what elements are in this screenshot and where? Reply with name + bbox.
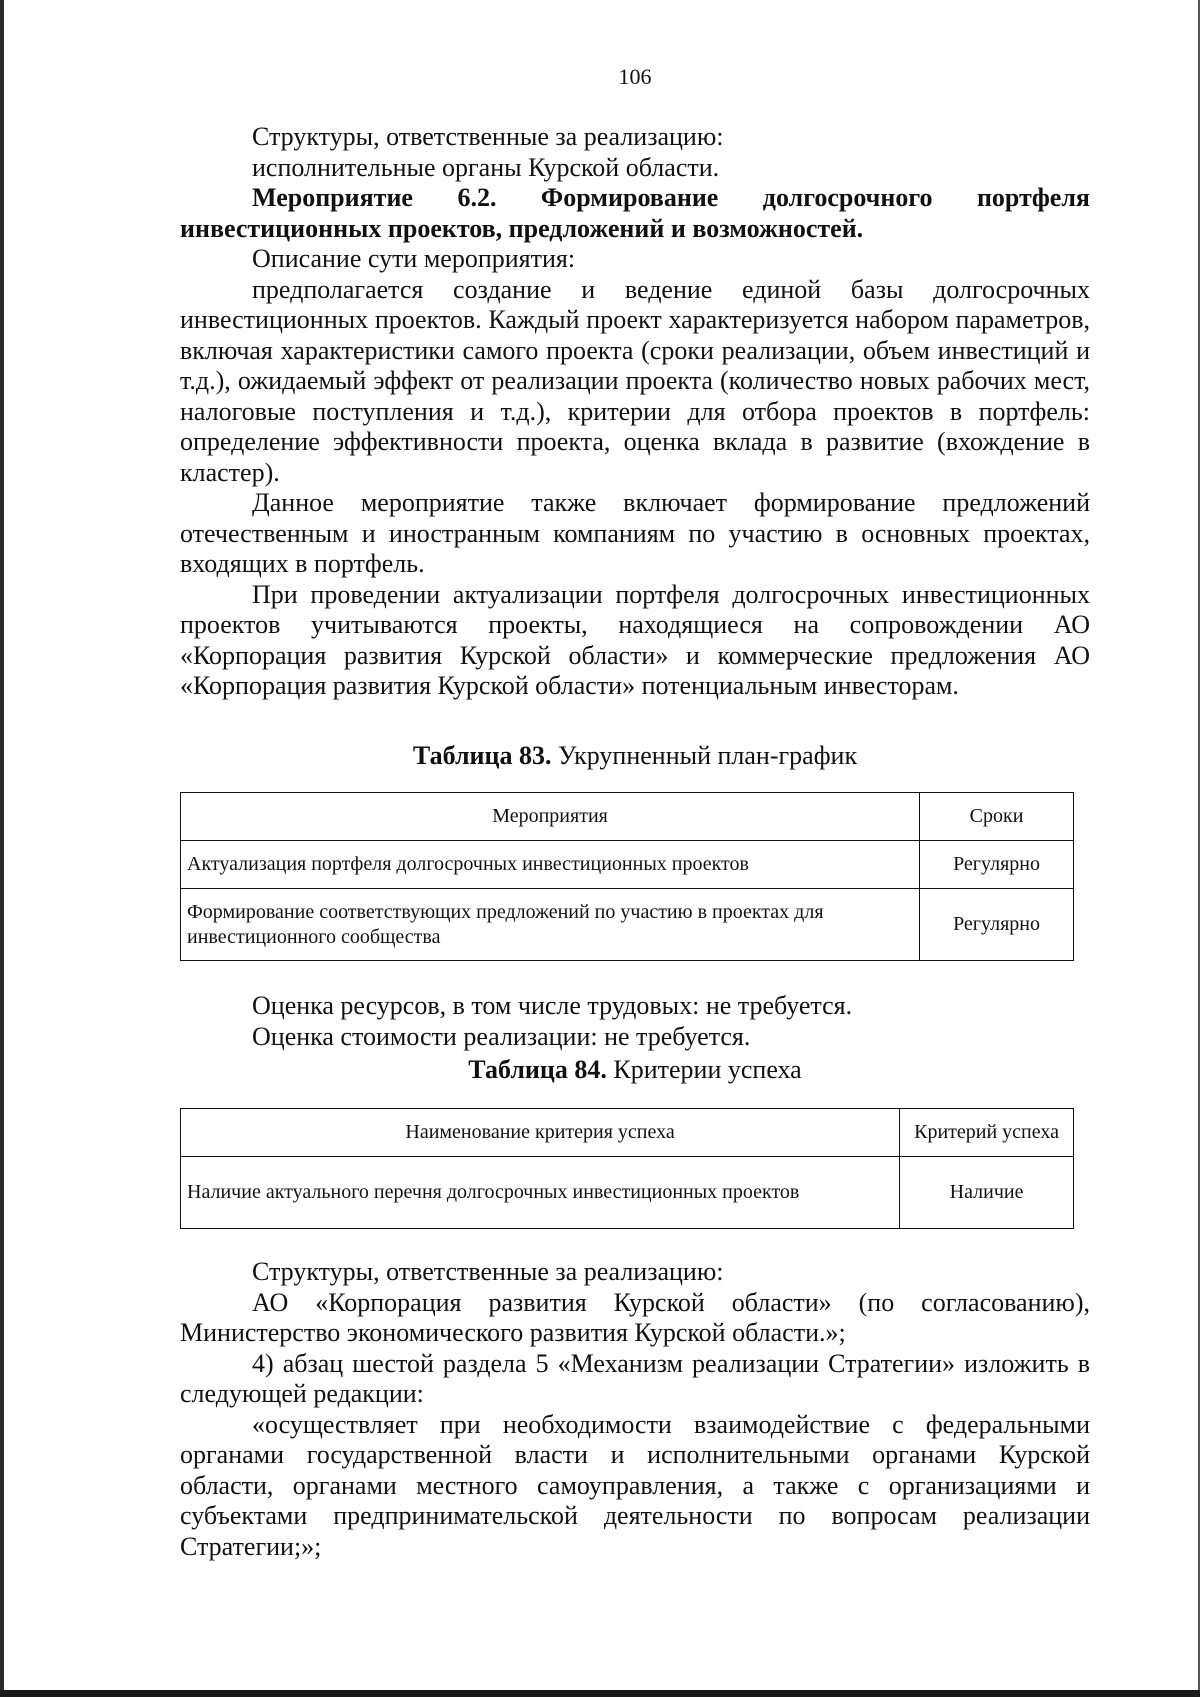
- amendment-item-4: 4) абзац шестой раздела 5 «Механизм реализации Стратегии» изложить в следующей редакции:: [180, 1348, 1090, 1408]
- table83-cell: Формирование соответствующих предложений по участию в проектах для инвестиционного сообщества: [181, 889, 920, 961]
- table84-caption: [180, 1055, 1090, 1086]
- cost-assessment: Оценка стоимости реализации: не требуется.: [252, 1021, 751, 1051]
- description-paragraph-2: Данное мероприятие также включает формирование предложений отечественным и иностранным компаниям по участию в основных проектах, входящих в портфель.: [180, 488, 1090, 578]
- table83-caption: [180, 741, 1090, 772]
- table-row: [181, 889, 1074, 961]
- table84-caption-label: Таблица 84.: [468, 1055, 607, 1084]
- table83-header-events: Мероприятия: [181, 793, 920, 841]
- table83: [180, 792, 1074, 961]
- assessment-section: [180, 991, 1090, 1052]
- closing-responsible-heading: Структуры, ответственные за реализацию:: [252, 1257, 724, 1286]
- scan-edge-left: [0, 0, 4, 1697]
- table-row: [181, 841, 1074, 889]
- page-number: 106: [618, 64, 652, 89]
- table84-caption-text: Критерии успеха: [606, 1055, 802, 1084]
- table83-header-terms: Сроки: [920, 793, 1074, 841]
- table-row: [181, 1157, 1074, 1229]
- resources-assessment: Оценка ресурсов, в том числе трудовых: не требуется.: [252, 991, 853, 1020]
- table83-caption-text: Укрупненный план-график: [551, 741, 858, 770]
- closing-section: [180, 1257, 1090, 1562]
- table84: [180, 1108, 1074, 1229]
- table84-header-criterion: Критерий успеха: [900, 1109, 1074, 1157]
- responsible-value: исполнительные органы Курской области.: [252, 152, 720, 182]
- amendment-quote: «осуществляет при необходимости взаимодействие с федеральными органами государственной власти и исполнительными органами Курской области, органами местного самоуправления, а также с организациями и субъектами предпринимательской деятельности по вопросам реализации Стратегии;»;: [180, 1409, 1090, 1561]
- event-title: Мероприятие 6.2. Формирование долгосрочного портфеля инвестиционных проектов, предложений и возможностей.: [180, 183, 1090, 243]
- description-heading: Описание сути мероприятия:: [252, 244, 576, 273]
- intro-section: [180, 122, 1090, 702]
- table83-cell: Регулярно: [920, 889, 1074, 961]
- table84-header-row: [181, 1109, 1074, 1157]
- description-paragraph-3: При проведении актуализации портфеля долгосрочных инвестиционных проектов учитываются проекты, находящиеся на сопровождении АО «Корпорация развития Курской области» и коммерческие предложения АО «Корпорация развития Курской области» потенциальным инвесторам.: [180, 579, 1090, 700]
- table84-header-name: Наименование критерия успеха: [181, 1109, 900, 1157]
- responsible-heading: Структуры, ответственные за реализацию:: [252, 122, 724, 151]
- scan-edge-bottom: [0, 1690, 1200, 1697]
- table83-cell: Актуализация портфеля долгосрочных инвестиционных проектов: [181, 841, 920, 889]
- table84-cell: Наличие: [900, 1157, 1074, 1229]
- table83-caption-label: Таблица 83.: [412, 741, 552, 770]
- table83-header-row: [181, 793, 1074, 841]
- description-paragraph-1: предполагается создание и ведение единой базы долгосрочных инвестиционных проектов. Каждый проект характеризуется набором параметров, включая характеристики самого проекта (сроки реализации, объем инвестиций и т.д.), ожидаемый эффект от реализации проекта (количество новых рабочих мест, налоговые поступления и т.д.), критерии для отбора проектов в портфель: определение эффективности проекта, оценка вклада в развитие (вхождение в кластер).: [180, 274, 1090, 487]
- table84-cell: Наличие актуального перечня долгосрочных инвестиционных проектов: [181, 1157, 900, 1229]
- closing-responsible-value: АО «Корпорация развития Курской области» (по согласованию), Министерство экономического развития Курской области.»;: [180, 1287, 1090, 1347]
- table83-cell: Регулярно: [920, 841, 1074, 889]
